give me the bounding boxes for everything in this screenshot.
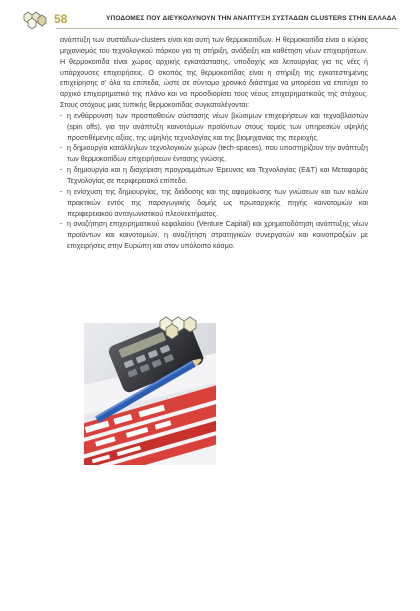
page-header	[20, 9, 400, 29]
goals-list	[60, 111, 368, 252]
illustration-photo	[84, 323, 216, 465]
page-number: 58	[54, 12, 68, 26]
hexagon-cluster-icon	[157, 313, 201, 339]
body-paragraph: ανάπτυξη των συστάδων-clusters είναι και αυτή των θερμοκοιτίδων. Η θερμοκοιτίδα είναι ο κύριος μηχανισμός του τεχνολογικού πάρκου για τη στήριξη, ανάδειξη και καθέτηση νέων επιχειρήσεων. Η θερμοκοιτίδα είναι χώρος αρχικής εγκατάστασης, υποδοχής και λειτουργίας για τις νέες ή υπάρχουσες επιχειρήσεις. Ο σκοπός της θερμοκοιτίδας είναι η στήριξη της εγκατεστημένης επιχείρησης σ' όλα τα επίπεδα, ώστε σε σύντομο χρονικό διάστημα να μπορέσει να επιτύχει το αρχικό επιχειρηματικό της πλάνο και να προσδιορίσει τους νέους επιχειρηματικούς της στόχους. Στους στόχους μιας τυπικής θερμοκοιτίδας συγκαταλέγονται:	[60, 36, 368, 110]
list-item: · η δημιουργία κατάλληλων τεχνολογικών χώρων (tech-spaces), που υποστηρίζουν την ανάπτυξη των θερμοκοιτίδων επιχειρήσεων έντασης γνώσης.	[60, 143, 368, 165]
list-item: · η δημιουργία και η διαχείριση προγραμμάτων Έρευνας και Τεχνολογίας (Ε&Τ) και Μεταφοράς Τεχνολογίας σε περιφερειακό επίπεδο.	[60, 165, 368, 187]
list-item: · η αναζήτηση επιχειρηματικού κεφαλαίου (Venture Capital) και χρηματοδότηση ανάπτυξης νέων προϊόντων και καινοτομιών, η αναζήτηση στρατηγικών συνεργατών και κοινοπραξιών με επιχειρήσεις στην Ευρώπη και στον υπόλοιπο κόσμο.	[60, 219, 368, 252]
header-rule	[56, 28, 398, 29]
body-text	[60, 35, 368, 252]
list-item: · η ενθάρρυνση των προσπαθειών σύστασης νέων βιώσιμων επιχειρήσεων και τεχνοβλαστών (spin offs), για την ανάπτυξη καινοτόμων προϊόντων στους τομείς των υπηρεσιών υψηλής προστιθέμενης αξίας, της υψηλής τεχνολογίας και της βιομηχανίας της περιοχής.	[60, 111, 368, 144]
running-title: ΥΠΟΔΟΜΕΣ ΠΟΥ ΔΙΕΥΚΟΛΥΝΟΥΝ ΤΗΝ ΑΝΑΠΤΥΞΗ ΣΥΣΤΑΔΩΝ CLUSTERS ΣΤΗΝ ΕΛΛΑΔΑ	[106, 15, 397, 22]
list-item: · η ενίσχυση της δημιουργίας, της διάδοσης και της αφομοίωσης των γνώσεων και των καλών πρακτικών εντός της παραγωγικής δομής ως πρωταρχικής πηγής καινοτομιών και περιφερειακού ανταγωνιστικού πλεονεκτήματος.	[60, 187, 368, 220]
hexagon-logo-icon	[20, 9, 54, 29]
